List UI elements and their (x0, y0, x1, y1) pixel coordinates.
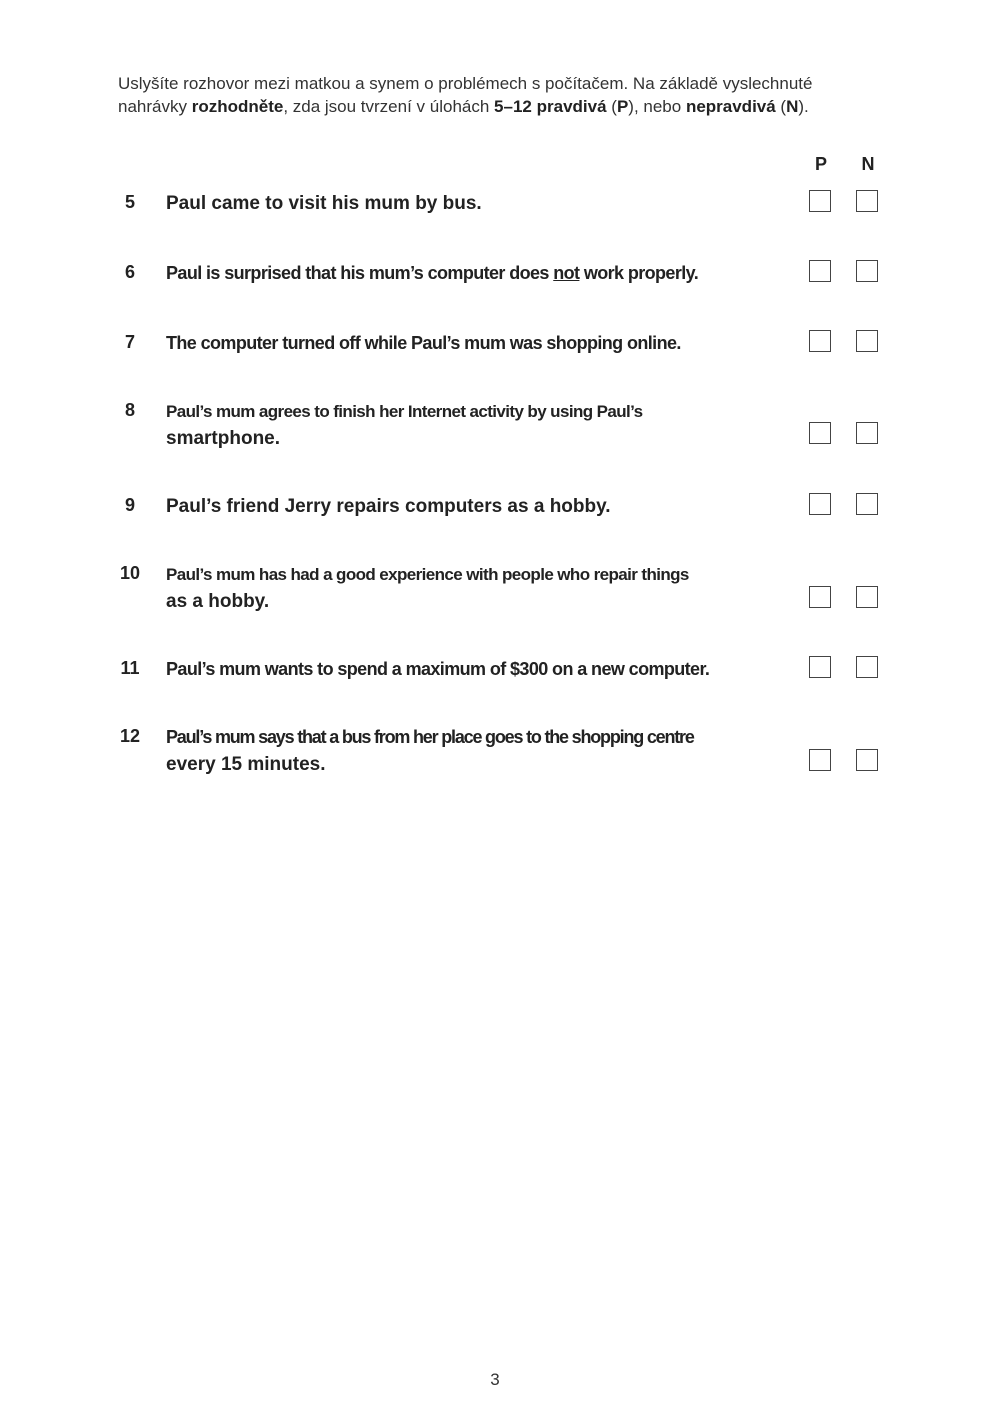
instr-text: ( (606, 97, 617, 116)
instr-false: nepravdivá (685, 97, 776, 116)
false-checkbox-5[interactable] (856, 190, 878, 212)
false-checkbox-6[interactable] (856, 260, 878, 282)
statement-number: 9 (124, 495, 135, 515)
underlined-word: not (553, 263, 580, 283)
false-checkbox-7[interactable] (856, 330, 878, 352)
statement-number: 11 (120, 658, 140, 678)
statement-text-line-1: Paul’s mum says that a bus from her place goes to the shopping centre (166, 727, 694, 747)
statement-number: 10 (119, 563, 141, 583)
instr-text: ), nebo (628, 97, 686, 116)
instr-text: ( (775, 97, 787, 116)
false-checkbox-12[interactable] (856, 749, 878, 771)
instr-bold: rozhodněte (191, 97, 284, 116)
false-checkbox-10[interactable] (856, 586, 878, 608)
statement-text: Paul’s friend Jerry repairs computers as a hobby. (166, 496, 611, 517)
true-checkbox-6[interactable] (809, 260, 831, 282)
instr-p: P (616, 97, 629, 116)
column-header-true: P (814, 154, 827, 174)
page-number: 3 (490, 1370, 500, 1389)
statement-text-line-1: Paul’s mum has had a good experience with people who repair things (166, 565, 689, 584)
statement-number: 6 (124, 262, 135, 282)
statement-text-line-2: smartphone. (166, 428, 281, 449)
statement-text-line-1: Paul’s mum agrees to finish her Internet activity by using Paul’s (166, 402, 643, 421)
true-checkbox-9[interactable] (809, 493, 831, 515)
instructions-line-2 (118, 95, 878, 118)
instructions-line-1: Uslyšíte rozhovor mezi matkou a synem o problémech s počítačem. Na základě vyslechnuté (118, 74, 813, 93)
statement-text-part: work properly. (579, 263, 699, 283)
statement-text-line-2: as a hobby. (166, 591, 270, 612)
statement-text (166, 260, 796, 287)
instr-text: ). (798, 97, 809, 116)
statement-number: 7 (124, 332, 135, 352)
statement-text-line-2: every 15 minutes. (166, 754, 326, 775)
instructions (118, 72, 878, 118)
true-checkbox-12[interactable] (809, 749, 831, 771)
instr-text: nahrávky (118, 97, 192, 116)
statement-number: 12 (119, 726, 141, 746)
true-checkbox-7[interactable] (809, 330, 831, 352)
false-checkbox-8[interactable] (856, 422, 878, 444)
instr-range: 5–12 (494, 97, 532, 116)
false-checkbox-11[interactable] (856, 656, 878, 678)
statement-number: 5 (124, 192, 135, 212)
instr-true: pravdivá (536, 97, 607, 116)
statement-text: Paul’s mum wants to spend a maximum of $300 on a new computer. (166, 659, 710, 679)
true-checkbox-8[interactable] (809, 422, 831, 444)
statement-text: Paul came to visit his mum by bus. (166, 193, 482, 214)
statement-text: The computer turned off while Paul’s mum was shopping online. (166, 333, 681, 353)
false-checkbox-9[interactable] (856, 493, 878, 515)
instr-n: N (786, 97, 799, 116)
true-checkbox-10[interactable] (809, 586, 831, 608)
column-header-false: N (861, 154, 875, 174)
statement-text-part: Paul is surprised that his mum’s computer does (166, 263, 554, 283)
true-checkbox-11[interactable] (809, 656, 831, 678)
statement-number: 8 (124, 400, 135, 420)
true-checkbox-5[interactable] (809, 190, 831, 212)
instr-text: , zda jsou tvrzení v úlohách (283, 97, 495, 116)
